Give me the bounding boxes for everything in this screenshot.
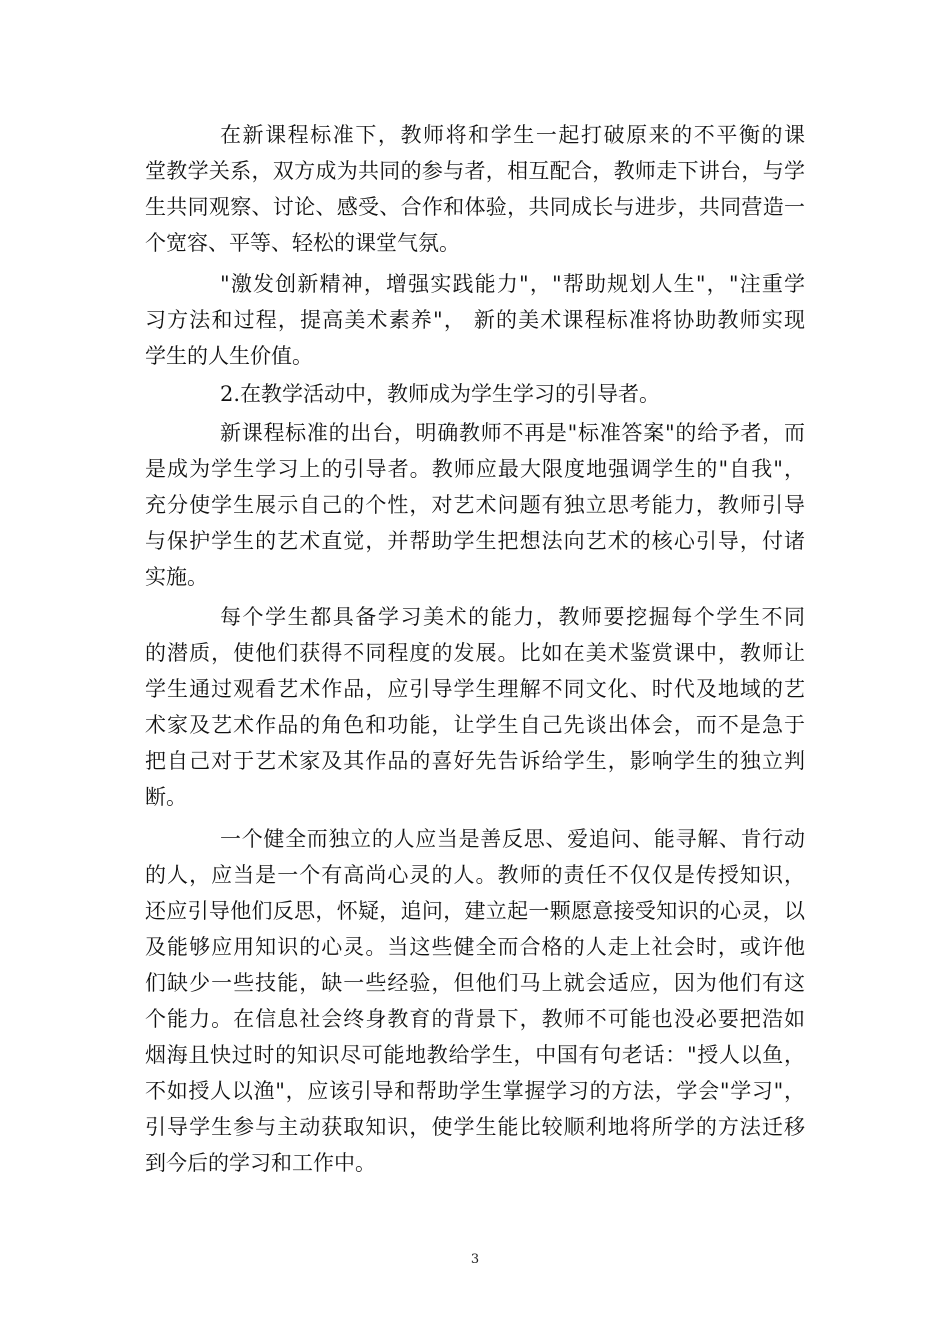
paragraph-line: 把自己对于艺术家及其作品的喜好先告诉给学生，影响学生的独立判 — [145, 749, 805, 773]
paragraph-line: 个宽容、平等、轻松的课堂气氛。 — [145, 231, 460, 255]
paragraph-line: 一个健全而独立的人应当是善反思、爱追问、能寻解、肯行动 — [220, 827, 805, 851]
paragraph-line: 及能够应用知识的心灵。当这些健全而合格的人走上社会时，或许他 — [145, 935, 805, 959]
paragraph-line: 烟海且快过时的知识尽可能地教给学生，中国有句老话："授人以鱼， — [145, 1043, 805, 1067]
paragraph-line: 不如授人以渔"，应该引导和帮助学生掌握学习的方法，学会"学习"， — [145, 1079, 805, 1103]
paragraph-line: "激发创新精神，增强实践能力"，"帮助规划人生"，"注重学 — [220, 272, 805, 296]
paragraph-line: 生共同观察、讨论、感受、合作和体验，共同成长与进步，共同营造一 — [145, 195, 805, 219]
paragraph-line: 充分使学生展示自己的个性，对艺术问题有独立思考能力，教师引导 — [145, 493, 805, 517]
paragraph-line: 引导学生参与主动获取知识，使学生能比较顺利地将所学的方法迁移 — [145, 1115, 805, 1139]
paragraph-line: 术家及艺术作品的角色和功能，让学生自己先谈出体会，而不是急于 — [145, 713, 805, 737]
paragraph-line: 实施。 — [145, 565, 208, 589]
paragraph-line: 习方法和过程，提高美术素养"， 新的美术课程标准将协助教师实现 — [145, 308, 805, 332]
paragraph-line: 的人，应当是一个有高尚心灵的人。教师的责任不仅仅是传授知识， — [145, 863, 805, 887]
paragraph-line: 到今后的学习和工作中。 — [145, 1151, 376, 1175]
paragraph-line: 们缺少一些技能，缺一些经验，但他们马上就会适应，因为他们有这 — [145, 971, 805, 995]
paragraph-line: 是成为学生学习上的引导者。教师应最大限度地强调学生的"自我"， — [145, 457, 805, 481]
paragraph-line: 还应引导他们反思，怀疑，追问，建立起一颗愿意接受知识的心灵，以 — [145, 899, 805, 923]
paragraph-line: 堂教学关系，双方成为共同的参与者，相互配合，教师走下讲台，与学 — [145, 159, 805, 183]
paragraph-line: 新课程标准的出台，明确教师不再是"标准答案"的给予者，而 — [220, 421, 805, 445]
page-number: 3 — [470, 1252, 480, 1267]
paragraph-line: 的潜质，使他们获得不同程度的发展。比如在美术鉴赏课中，教师让 — [145, 641, 805, 665]
paragraph-line: 学生通过观看艺术作品，应引导学生理解不同文化、时代及地域的艺 — [145, 677, 805, 701]
paragraph-line: 每个学生都具备学习美术的能力，教师要挖掘每个学生不同 — [220, 605, 805, 629]
paragraph-line: 断。 — [145, 785, 187, 809]
paragraph-line: 学生的人生价值。 — [145, 344, 313, 368]
paragraph-line: 个能力。在信息社会终身教育的背景下，教师不可能也没必要把浩如 — [145, 1007, 805, 1031]
paragraph-line: 在新课程标准下，教师将和学生一起打破原来的不平衡的课 — [220, 123, 805, 147]
paragraph-line: 与保护学生的艺术直觉，并帮助学生把想法向艺术的核心引导，付诸 — [145, 529, 805, 553]
section-heading: 2.在教学活动中，教师成为学生学习的引导者。 — [220, 382, 661, 406]
